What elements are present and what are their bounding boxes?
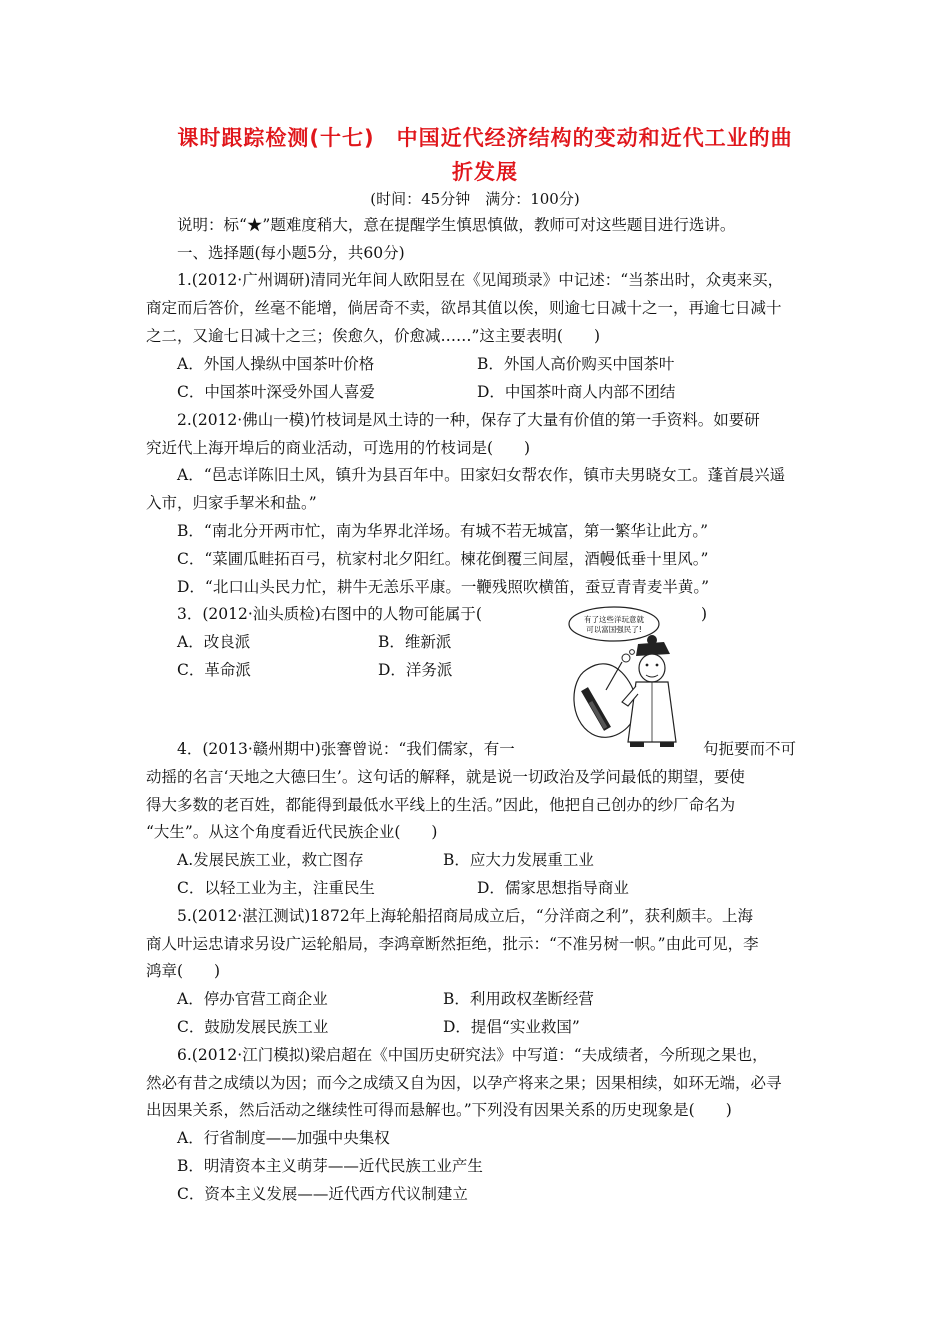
question-2-option-a: A．“邑志详陈旧土风，镇升为县百年中。田家妇女帮农作，镇市夫男晓女工。蓬首晨兴遥 xyxy=(177,466,786,484)
bubble-text-line1: 有了这些洋玩意就 xyxy=(584,615,644,624)
instructions-note: 说明：标“★”题难度稍大，意在提醒学生慎思慎做，教师可对这些题目进行选讲。 xyxy=(177,216,736,234)
question-3-paren-close: ) xyxy=(701,605,708,623)
question-5-option-c: C．鼓励发展民族工业 xyxy=(177,1018,329,1036)
question-4-text: 动摇的名言‘天地之大德曰生’。这句话的解释，就是说一切政治及学问最低的期望，要使 xyxy=(146,768,745,786)
question-4-option-d: D．儒家思想指导商业 xyxy=(477,879,629,897)
question-5-option-d: D．提倡“实业救国” xyxy=(443,1018,580,1036)
question-3-option-d: D．洋务派 xyxy=(378,661,453,679)
question-1-text: 1.(2012·广州调研)清同光年间人欧阳昱在《见闻琐录》中记述：“当茶出时，众夷来买， xyxy=(177,271,784,289)
question-4-option-b: B．应大力发展重工业 xyxy=(443,851,594,869)
question-4-text: “大生”。从这个角度看近代民族企业( ) xyxy=(146,823,438,841)
question-4-text-continued: 句扼要而不可 xyxy=(703,740,797,758)
question-2-option-b: B．“南北分开两市忙，南为华界北洋场。有城不若无城富，第一繁华让此方。” xyxy=(177,522,708,540)
question-2-option-a-continued: 入市，归家手挈米和盐。” xyxy=(146,494,317,512)
question-2-text: 究近代上海开埠后的商业活动，可选用的竹枝词是( ) xyxy=(146,439,531,457)
question-6-option-c: C．资本主义发展——近代西方代议制建立 xyxy=(177,1185,468,1203)
question-5-option-a: A．停办官营工商企业 xyxy=(177,990,328,1008)
page-title-continued: 折发展 xyxy=(452,160,518,184)
question-6-option-a: A．行省制度——加强中央集权 xyxy=(177,1129,390,1147)
question-5-text: 鸿章( ) xyxy=(146,962,221,980)
question-5-text: 5.(2012·湛江测试)1872年上海轮船招商局成立后，“分洋商之利”，获利颇丰。上海 xyxy=(177,907,754,925)
question-5-text: 商人叶运忠请求另设广运轮船局，李鸿章断然拒绝，批示：“不准另树一帜。”由此可见，李 xyxy=(146,935,759,953)
question-6-text: 出因果关系，然后活动之继续性可得而悬解也。”下列没有因果关系的历史现象是( ) xyxy=(146,1101,732,1119)
question-3-text: 3．(2012·汕头质检)右图中的人物可能属于( xyxy=(177,605,482,623)
cartoon-figure-image xyxy=(566,602,686,750)
question-6-text: 然必有昔之成绩以为因；而今之成绩又自为因，以孕产将来之果；因果相续，如环无端，必寻 xyxy=(146,1074,782,1092)
question-1-text: 之二，又逾七日减十之三；俟愈久，价愈减……”这主要表明( ) xyxy=(146,327,601,345)
question-1-text: 商定而后答价，丝毫不能增，倘居奇不卖，欲昂其值以俟，则逾七日减十之一，再逾七日减十 xyxy=(146,299,782,317)
question-2-option-d: D．“北口山头民力忙，耕牛无恙乐平康。一鞭残照吹横笛，蚕豆青青麦半黄。” xyxy=(177,578,710,596)
page-title: 课时跟踪检测(十七) 中国近代经济结构的变动和近代工业的曲 xyxy=(177,126,793,150)
question-4-text: 得大多数的老百姓，都能得到最低水平线上的生活。”因此，他把自己创办的纱厂命名为 xyxy=(146,796,736,814)
question-3-option-b: B．维新派 xyxy=(378,633,452,651)
question-4-text: 4．(2013·赣州期中)张謇曾说：“我们儒家，有一 xyxy=(177,740,515,758)
question-6-text: 6.(2012·江门模拟)梁启超在《中国历史研究法》中写道：“夫成绩者，今所现之果也， xyxy=(177,1046,768,1064)
question-1-option-d: D．中国茶叶商人内部不团结 xyxy=(477,383,676,401)
question-5-option-b: B．利用政权垄断经营 xyxy=(443,990,594,1008)
question-2-option-c: C．“菜圃瓜畦拓百弓，杭家村北夕阳红。楝花倒覆三间屋，酒幔低垂十里风。” xyxy=(177,550,709,568)
bubble-text-line2: 可以富国强民了! xyxy=(586,625,642,634)
question-6-option-b: B．明清资本主义萌芽——近代民族工业产生 xyxy=(177,1157,483,1175)
question-3-option-c: C．革命派 xyxy=(177,661,251,679)
question-3-option-a: A．改良派 xyxy=(177,633,251,651)
question-2-text: 2.(2012·佛山一模)竹枝词是风土诗的一种，保存了大量有价值的第一手资料。如要研 xyxy=(177,411,760,429)
section-heading: 一、选择题(每小题5分，共60分) xyxy=(177,244,405,262)
question-4-option-a: A.发展民族工业，救亡图存 xyxy=(177,851,364,869)
question-1-option-c: C．中国茶叶深受外国人喜爱 xyxy=(177,383,375,401)
question-1-option-a: A．外国人操纵中国茶叶价格 xyxy=(177,355,375,373)
question-4-option-c: C．以轻工业为主，注重民生 xyxy=(177,879,375,897)
exam-meta: (时间：45分钟 满分：100分) xyxy=(370,190,580,208)
question-1-option-b: B．外国人高价购买中国茶叶 xyxy=(477,355,675,373)
